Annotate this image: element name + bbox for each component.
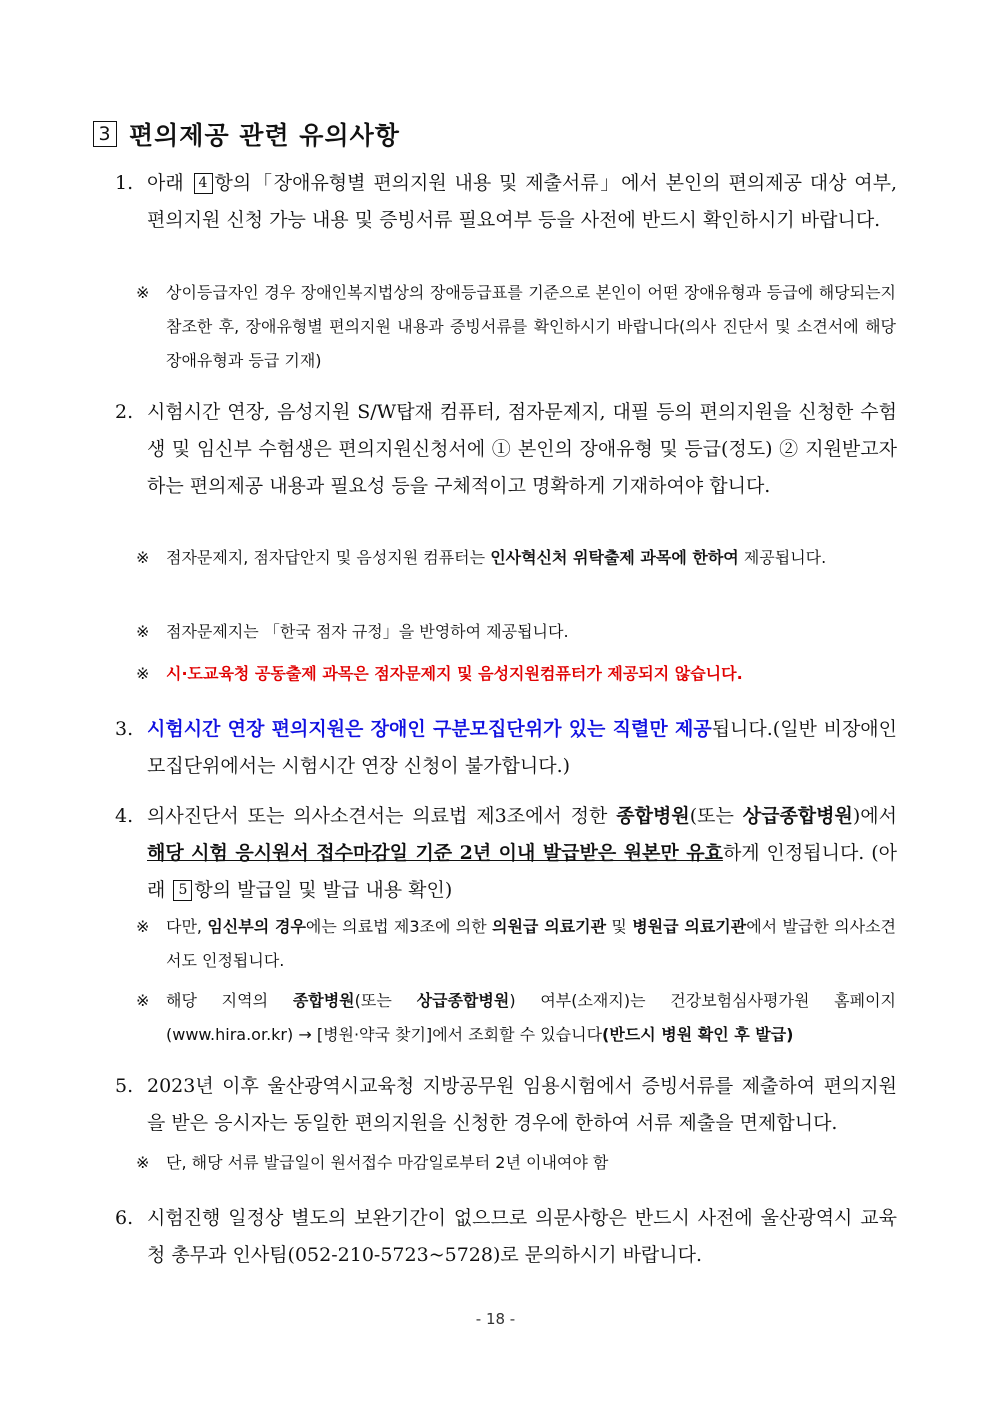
- note-text: 점자문제지는 「한국 점자 규정」을 반영하여 제공됩니다.: [166, 622, 569, 641]
- note-text: 점자문제지, 점자답안지 및 음성지원 컴퓨터는 인사혁신처 위탁출제 과목에 한하여 제공됩니다.: [166, 548, 827, 567]
- note-4-warning: [136, 657, 896, 691]
- section-number-box: 3: [93, 121, 117, 147]
- note-1: [136, 276, 896, 378]
- note-7: [136, 1146, 896, 1180]
- item-number: 6.: [115, 1207, 134, 1229]
- list-item-4: [115, 798, 897, 909]
- section-heading: [93, 116, 400, 152]
- note-3: [136, 615, 896, 649]
- item-text: 아래 4 항의「장애유형별 편의지원 내용 및 제출서류」에서 본인의 편의제공 대상 여부, 편의지원 신청 가능 내용 및 증빙서류 필요여부 등을 사전에 반드시 확인하시기 바랍니다.: [147, 172, 897, 231]
- note-mark: ※: [136, 917, 150, 936]
- list-item-6: [115, 1200, 897, 1274]
- note-6: [136, 984, 896, 1052]
- item-number: 3.: [115, 718, 134, 740]
- list-item-2: [115, 394, 897, 505]
- item-number: 5.: [115, 1075, 134, 1097]
- list-item-1: [115, 165, 897, 239]
- note-5: [136, 910, 896, 978]
- item-number: 2.: [115, 401, 134, 423]
- item-number: 1.: [115, 172, 134, 194]
- note-mark: ※: [136, 548, 150, 567]
- note-text: 단, 해당 서류 발급일이 원서접수 마감일로부터 2년 이내여야 함: [166, 1153, 609, 1172]
- item-text: 의사진단서 또는 의사소견서는 의료법 제3조에서 정한 종합병원(또는 상급종합병원)에서 해당 시험 응시원서 접수마감일 기준 2년 이내 발급받은 원본만 유효하게 인정됩니다. (아래 5 항의 발급일 및 발급 내용 확인): [147, 805, 897, 901]
- item-text: 시험시간 연장, 음성지원 S/W탑재 컴퓨터, 점자문제지, 대필 등의 편의지원을 신청한 수험생 및 임신부 수험생은 편의지원신청서에 ① 본인의 장애유형 및 등급(정도) ② 지원받고자 하는 편의제공 내용과 필요성 등을 구체적이고 명확하게 기재하여야 합니다.: [147, 401, 897, 497]
- list-item-5: [115, 1068, 897, 1142]
- item-text: 시험시간 연장 편의지원은 장애인 구분모집단위가 있는 직렬만 제공됩니다.(일반 비장애인 모집단위에서는 시험시간 연장 신청이 불가합니다.): [147, 718, 898, 777]
- note-mark: ※: [136, 283, 150, 302]
- page-number: - 18 -: [475, 1310, 516, 1328]
- item-text: 시험진행 일정상 별도의 보완기간이 없으므로 의문사항은 반드시 사전에 울산광역시 교육청 총무과 인사팀(052-210-5723~5728)로 문의하시기 바랍니다.: [147, 1207, 897, 1266]
- note-mark: ※: [136, 622, 150, 641]
- reference-box: 4: [194, 173, 213, 194]
- item-text: 2023년 이후 울산광역시교육청 지방공무원 임용시험에서 증빙서류를 제출하여 편의지원을 받은 응시자는 동일한 편의지원을 신청한 경우에 한하여 서류 제출을 면제합니다.: [147, 1075, 897, 1134]
- note-text: 시·도교육청 공동출제 과목은 점자문제지 및 음성지원컴퓨터가 제공되지 않습니다.: [166, 664, 743, 683]
- reference-box: 5: [173, 880, 192, 901]
- note-mark: ※: [136, 664, 150, 683]
- section-title: 편의제공 관련 유의사항: [129, 121, 400, 150]
- note-2: [136, 541, 896, 575]
- note-text: 상이등급자인 경우 장애인복지법상의 장애등급표를 기준으로 본인이 어떤 장애유형과 등급에 해당되는지 참조한 후, 장애유형별 편의지원 내용과 증빙서류를 확인하시기 바랍니다(의사 진단서 및 소견서에 해당 장애유형과 등급 기재): [166, 283, 896, 370]
- note-text: 다만, 임신부의 경우에는 의료법 제3조에 의한 의원급 의료기관 및 병원급 의료기관에서 발급한 의사소견서도 인정됩니다.: [166, 917, 897, 970]
- note-text: 해당 지역의 종합병원(또는 상급종합병원) 여부(소재지)는 건강보험심사평가원 홈페이지 (www.hira.or.kr) → [병원·약국 찾기]에서 조회할 수 있습니다(반드시 병원 확인 후 발급): [166, 991, 896, 1044]
- note-mark: ※: [136, 1153, 150, 1172]
- note-mark: ※: [136, 991, 150, 1010]
- list-item-3: [115, 711, 897, 785]
- item-number: 4.: [115, 805, 134, 827]
